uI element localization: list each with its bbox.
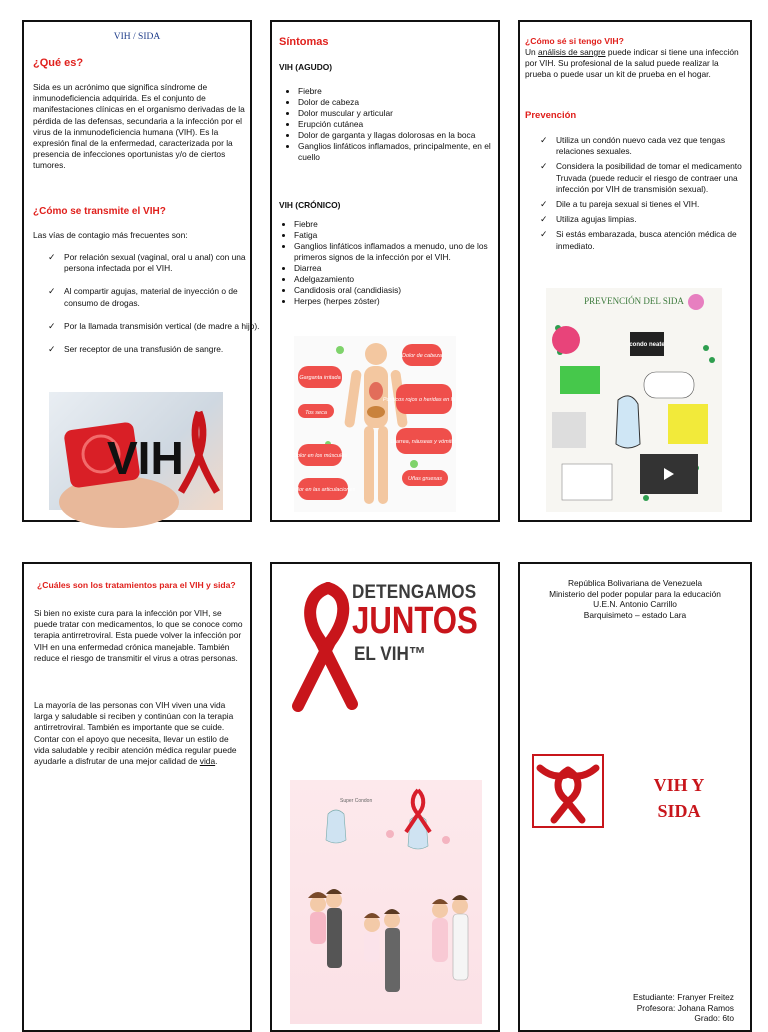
acute-title: VIH (AGUDO): [279, 62, 333, 72]
check-icon: ✓: [540, 135, 548, 145]
symptoms-heading: Síntomas: [279, 36, 329, 48]
header-line: Barquisimeto – estado Lara: [583, 609, 687, 620]
treatments-paragraph-2: La mayoría de las personas con VIH viven una vida larga y saludable si reciben y continúan con la terapia antirretroviral. También es importante que se cuide. Contar con el apoyo que necesita, llevar un estilo de vida saludable y recibir atención médica regular puede ayudarle a disfrutar de una mejor calidad de vida.: [34, 700, 237, 767]
slogan-line2: JUNTOS: [352, 600, 478, 642]
check-icon: ✓: [540, 229, 548, 240]
panel-symptoms: [270, 20, 500, 522]
prevention-list: [520, 135, 756, 252]
symptoms-diagram: [290, 336, 466, 512]
list-item: • Herpes (herpes zóster): [294, 296, 508, 307]
check-icon: ✓: [48, 344, 56, 355]
list-item: ✓ Utiliza agujas limpias.: [540, 214, 637, 225]
check-icon: ✓: [540, 161, 548, 172]
chronic-title: VIH (CRÓNICO): [279, 200, 341, 210]
slogan-line3: EL VIH™: [354, 644, 426, 665]
list-item: ✓ Si estás embarazada, busca atención médica de inmediato.: [540, 229, 737, 251]
teacher-line: Profesora: Johana Ramos: [636, 1002, 734, 1013]
list-item: • Candidosis oral (candidiasis): [294, 285, 508, 296]
list-item: • Erupción cutánea: [298, 119, 506, 130]
life-link[interactable]: vida: [199, 756, 216, 767]
list-item: • Dolor de cabeza: [298, 97, 506, 108]
cartoon-art: [290, 780, 482, 1024]
what-is-heading: ¿Qué es?: [33, 57, 84, 69]
panel-treatments: [22, 562, 252, 1032]
list-item: ✓ Utiliza un condón nuevo cada vez que tengas relaciones sexuales.: [540, 135, 726, 157]
ribbon-logo: [532, 754, 604, 828]
check-icon: ✓: [48, 320, 56, 331]
list-item: • Ganglios linfáticos inflamados, principalmente, en el cuello: [298, 141, 506, 163]
title-line1: VIH Y: [653, 775, 705, 795]
check-icon: ✓: [540, 214, 548, 225]
check-icon: ✓: [540, 199, 548, 210]
red-ribbon-icon: [290, 584, 360, 714]
header-line: República Bolivariana de Venezuela: [567, 578, 703, 588]
treatments-paragraph-1: Si bien no existe cura para la infección por VIH, se puede tratar con medicamentos, lo que se conoce como terapia antirretroviral. Esta puede volver la infección por VIH en una enfermedad crónica manejable. También reduce el riesgo de transmitir el virus a otras personas.: [34, 608, 243, 663]
ribbon-figure-icon: [534, 756, 602, 826]
panel-title-page: [518, 562, 752, 1032]
label-muscles: Dolor en los músculos: [292, 453, 348, 459]
panel-what-is: [22, 20, 260, 522]
prevention-heading: Prevención: [525, 110, 577, 121]
poster-title: PREVENCIÓN DEL SIDA: [584, 296, 684, 306]
list-item: • Fatiga: [294, 230, 508, 241]
diagnosis-paragraph: Un análisis de sangre puede indicar si tiene una infección por VIH. Su profesional de la salud puede realizar la prueba o puede usar un kit de prueba en el hogar.: [525, 47, 739, 80]
label-skin: Punticos rojos o heridas en la piel: [382, 397, 466, 403]
label-joints: Dolor en las articulaciones: [290, 487, 356, 493]
label-headache: Dolor de cabeza: [401, 353, 443, 359]
grade-line: Grado: 6to: [694, 1013, 734, 1024]
institution-header: [520, 578, 750, 620]
chronic-list: [272, 219, 508, 307]
diagnosis-heading: ¿Cómo sé si tengo VIH?: [525, 36, 624, 46]
label-throat: Garganta irritada: [299, 375, 341, 381]
list-item: • Fiebre: [298, 86, 506, 97]
prevention-poster: [546, 288, 722, 512]
student-line: Estudiante: Franyer Freitez: [632, 992, 734, 1002]
list-item: ✓ Considera la posibilidad de tomar el medicamento Truvada (puede reducir el riesgo de contraer una infección por VIH de transmisión sexual).: [540, 161, 742, 194]
what-is-paragraph: Sida es un acrónimo que significa síndrome de inmunodeficiencia adquirida. Es el conjunto de manifestaciones clínicas en el organismo derivadas de la pérdida de las defensas, secundaria a la infección por el virus de la inmunodeficiencia humana (VIH). Es la expresión final de la enfermedad, caracterizada por la presencia de infecciones oportunistas y/o de ciertos tumores.: [33, 82, 245, 171]
poster-logo: condo neate: [629, 342, 665, 348]
treatments-heading: ¿Cuáles son los tratamientos para el VIH y sida?: [37, 580, 236, 590]
list-item: • Dolor de garganta y llagas dolorosas en la boca: [298, 130, 506, 141]
transmission-list: [24, 252, 270, 355]
header-line: U.E.N. Antonio Carrillo: [593, 599, 677, 610]
blood-test-link[interactable]: análisis de sangre: [538, 47, 606, 57]
couples-illustration: [290, 780, 482, 1024]
title-line2: SIDA: [657, 801, 701, 821]
panel-cover: [270, 562, 500, 1032]
acute-list: [272, 86, 506, 163]
transmission-heading: ¿Cómo se transmite el VIH?: [33, 206, 166, 217]
document-title: [624, 772, 734, 824]
label-diarrhea: Diarrea, náuseas y vómitos: [390, 439, 458, 445]
art-caption: Super Condon: [340, 798, 373, 804]
slogan-line1: DETENGAMOS: [352, 582, 477, 603]
prevention-collage: [546, 288, 722, 512]
body-diagram: [290, 336, 466, 512]
vih-photo: [49, 392, 223, 510]
list-item: • Adelgazamiento: [294, 274, 508, 285]
list-item: • Dolor muscular y articular: [298, 108, 506, 119]
check-icon: ✓: [48, 286, 56, 297]
vih-image-text: VIH: [107, 432, 184, 484]
check-icon: ✓: [48, 252, 56, 262]
condom-ribbon-illustration: [49, 392, 223, 510]
panel-diagnosis-prevention: [518, 20, 752, 522]
list-item: ✓ Por la llamada transmisión vertical (de madre a hijo).: [48, 320, 260, 331]
transmission-intro: Las vías de contagio más frecuentes son:: [33, 230, 188, 240]
label-cough: Tos seca: [305, 410, 327, 416]
label-nails: Uñas gruesas: [408, 476, 442, 482]
list-item: • Diarrea: [294, 263, 508, 274]
header-line: Ministerio del poder popular para la educación: [549, 588, 721, 599]
list-item: ✓ Por relación sexual (vaginal, oral u anal) con una persona infectada por el VIH.: [48, 252, 246, 274]
credits: [633, 992, 734, 1024]
list-item: ✓ Ser receptor de una transfusión de sangre.: [48, 344, 224, 355]
list-item: ✓ Al compartir agujas, material de inyección o de consumo de drogas.: [48, 286, 238, 308]
list-item: • Ganglios linfáticos inflamados a menudo, uno de los primeros signos de la infección por el VIH.: [294, 241, 508, 263]
list-item: ✓ Dile a tu pareja sexual si tienes el VIH.: [540, 199, 700, 210]
panel1-title: VIH / SIDA: [113, 32, 161, 42]
list-item: • Fiebre: [294, 219, 508, 230]
